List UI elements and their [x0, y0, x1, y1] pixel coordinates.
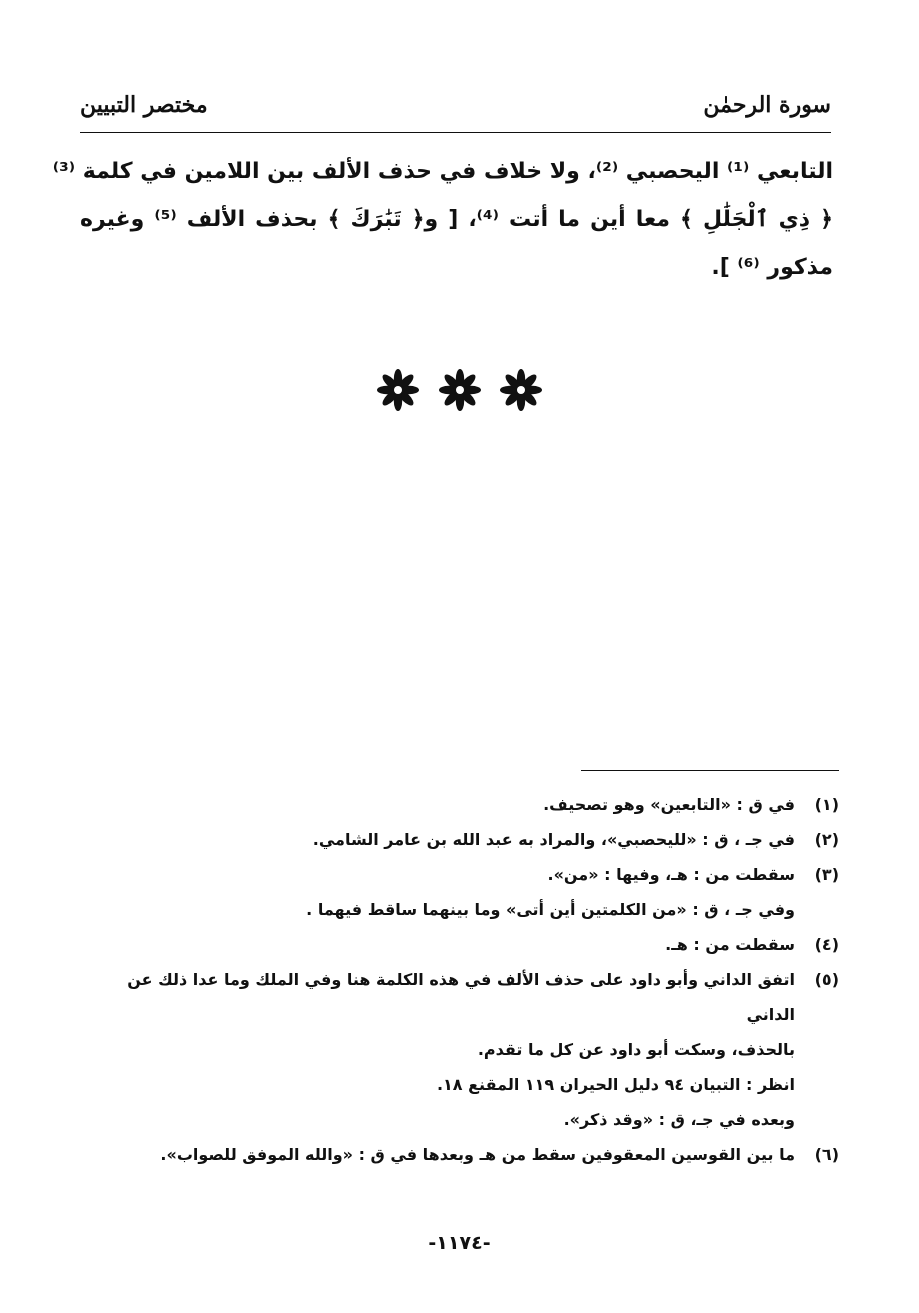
page-number: -١١٧٤- [428, 1232, 491, 1254]
footnote-text: ما بين القوسين المعقوفين سقط من هـ وبعدها في ق : «والله الموفق للصواب». [160, 1145, 795, 1164]
footnote-text: في جـ ، ق : «لليحصبي»، والمراد به عبد الله بن عامر الشامي. [312, 830, 795, 849]
footnote-number: (٦) [814, 1145, 839, 1164]
footnote-number: (٥) [814, 970, 839, 989]
running-header [80, 88, 831, 133]
footnote-text: وبعده في جـ، ق : «وقد ذكر». [563, 1110, 795, 1129]
footnote-number: (٤) [814, 935, 839, 954]
asterisk-ornament-icon [376, 368, 420, 412]
asterisk-ornament-icon [438, 368, 482, 412]
main-text-line: التابعي ⁽¹⁾ اليحصبي ⁽²⁾، ولا خلاف في حذف الألف بين اللامين في كلمة ⁽³⁾ [52, 159, 833, 184]
main-text-line: مذكور ⁽⁶⁾ ]. [711, 255, 833, 280]
footnote-number: (١) [814, 795, 839, 814]
footnote [86, 927, 839, 962]
surah-title: سورة الرحمٰن [703, 92, 831, 118]
footnote-text: سقطت من : هـ، وفيها : «من». [547, 865, 795, 884]
footnote [86, 1137, 839, 1172]
footnote-text: في ق : «التابعين» وهو تصحيف. [543, 795, 795, 814]
footnotes [86, 787, 839, 1172]
book-title: مختصر التبيين [80, 92, 208, 118]
footnote-text: اتفق الداني وأبو داود على حذف الألف في هذه الكلمة هنا وفي الملك وما عدا ذلك عن الداني [127, 970, 795, 1024]
footnote-number: (٣) [814, 865, 839, 884]
footnote [86, 857, 839, 927]
footnote [86, 787, 839, 822]
footnote-text: بالحذف، وسكت أبو داود عن كل ما تقدم. [477, 1040, 795, 1059]
footnote-separator [581, 770, 839, 771]
footnote-text: انظر : التبيان ٩٤ دليل الحيران ١١٩ المقنع ١٨. [436, 1075, 795, 1094]
footnote-text: سقطت من : هـ. [665, 935, 795, 954]
footnote-text: وفي جـ ، ق : «من الكلمتين أين أتى» وما بينهما ساقط فيهما . [306, 900, 795, 919]
main-text-line: ﴿ ذِي ٱلْجَلَٰلِ ﴾ معا أين ما أتت ⁽⁴⁾، [ و﴿ تَبَٰرَكَ ﴾ بحذف الألف ⁽⁵⁾ وغيره [80, 207, 833, 232]
asterisk-ornament-icon [499, 368, 543, 412]
main-text [52, 148, 833, 292]
footnote-number: (٢) [814, 830, 839, 849]
footnote [86, 822, 839, 857]
section-divider [0, 368, 919, 428]
footnote [86, 962, 839, 1137]
